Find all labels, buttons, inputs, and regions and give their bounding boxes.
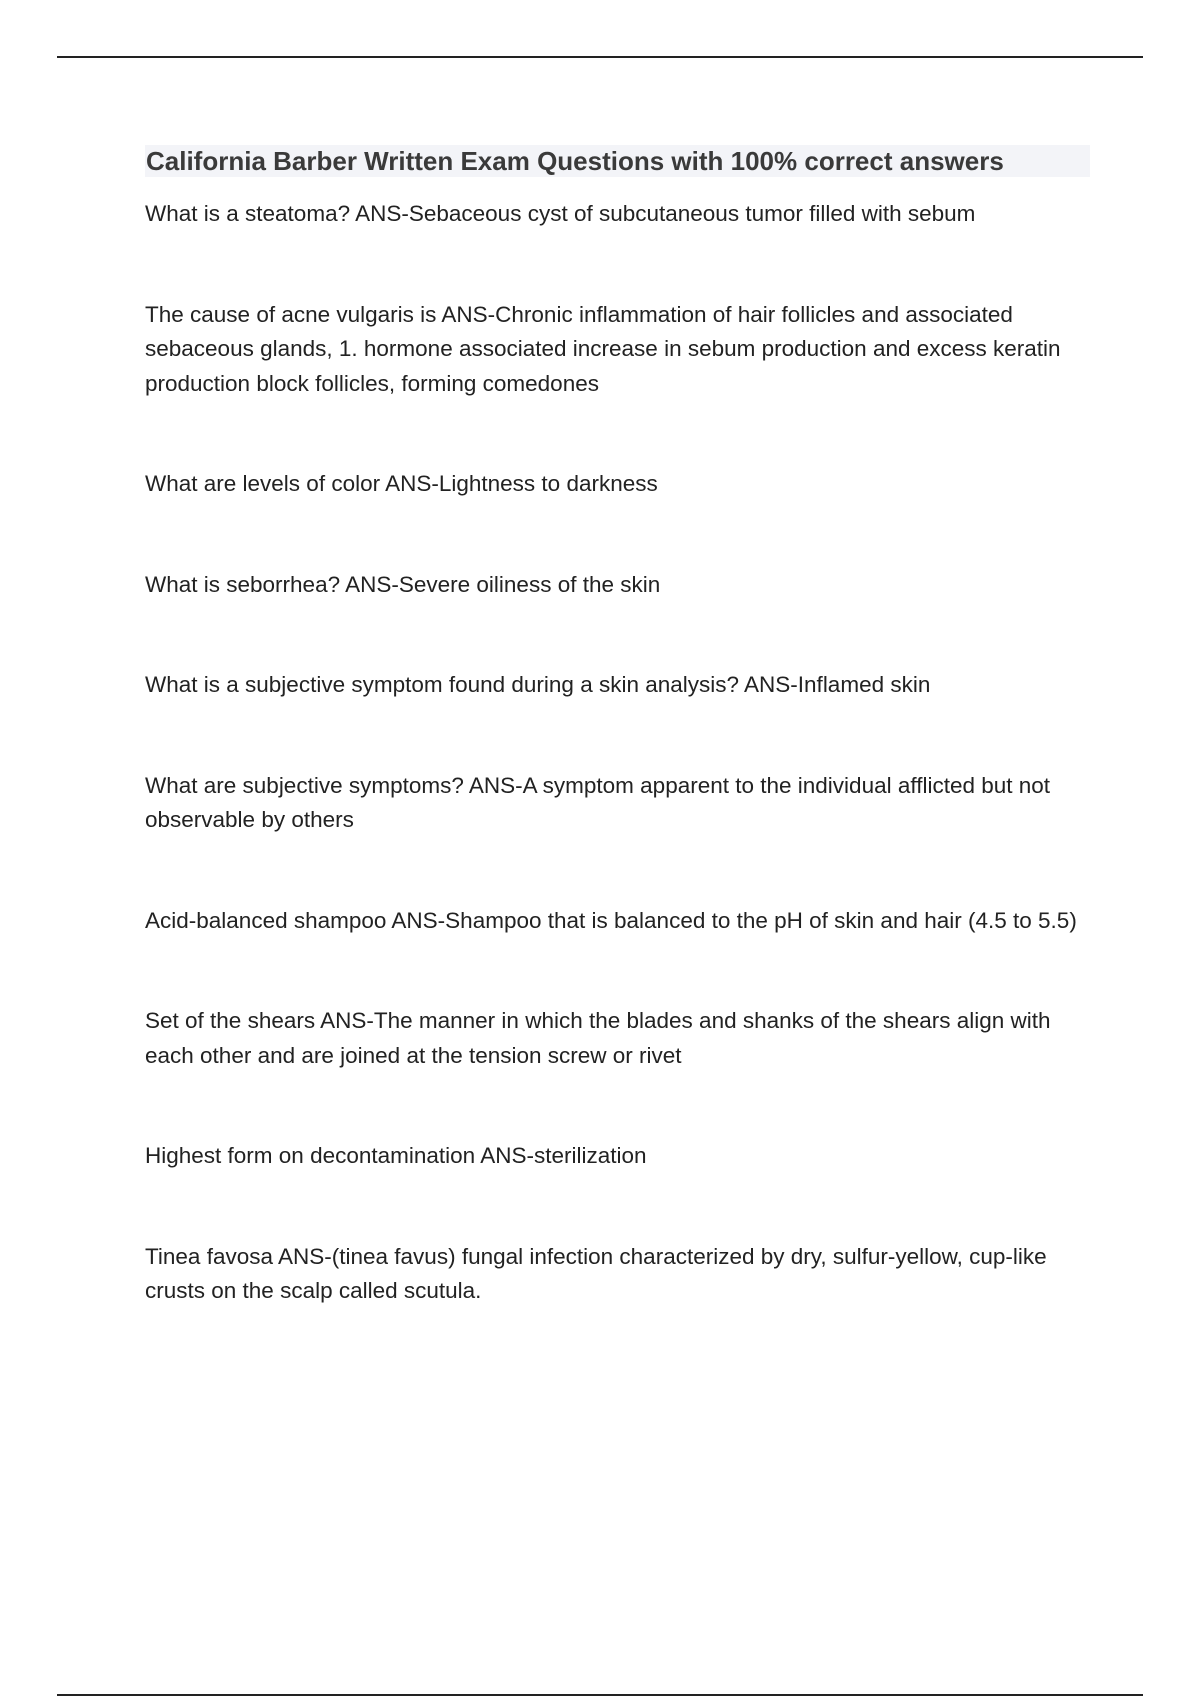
document-title: California Barber Written Exam Questions with 100% correct answers (145, 145, 1090, 177)
qa-item-4: What is seborrhea? ANS-Severe oiliness of the skin (145, 571, 661, 597)
qa-item-3: What are levels of color ANS-Lightness to darkness (145, 471, 658, 496)
document-body (145, 145, 1090, 1375)
qa-item-7: Acid-balanced shampoo ANS-Shampoo that is balanced to the pH of skin and hair (4.5 to 5.5) (145, 907, 1077, 933)
qa-item-8: Set of the shears ANS-The manner in which the blades and shanks of the shears align with each other and are joined at the tension screw or rivet (145, 1008, 1051, 1068)
qa-item-10: Tinea favosa ANS-(tinea favus) fungal infection characterized by dry, sulfur-yellow, cup-like crusts on the scalp called scutula. (145, 1243, 1047, 1303)
qa-item-6: What are subjective symptoms? ANS-A symptom apparent to the individual afflicted but not observable by others (145, 772, 1051, 832)
qa-item-9: Highest form on decontamination ANS-sterilization (145, 1143, 647, 1168)
qa-item-5: What is a subjective symptom found during a skin analysis? ANS-Inflamed skin (145, 672, 931, 697)
qa-item-1: What is a steatoma? ANS-Sebaceous cyst of subcutaneous tumor filled with sebum (145, 201, 976, 226)
qa-item-2: The cause of acne vulgaris is ANS-Chronic inflammation of hair follicles and associated sebaceous glands, 1. hormone associated increase in sebum production and excess keratin production block follicles, forming comedones (145, 301, 1061, 396)
header-rule (57, 56, 1143, 58)
footer-rule (57, 1694, 1143, 1696)
